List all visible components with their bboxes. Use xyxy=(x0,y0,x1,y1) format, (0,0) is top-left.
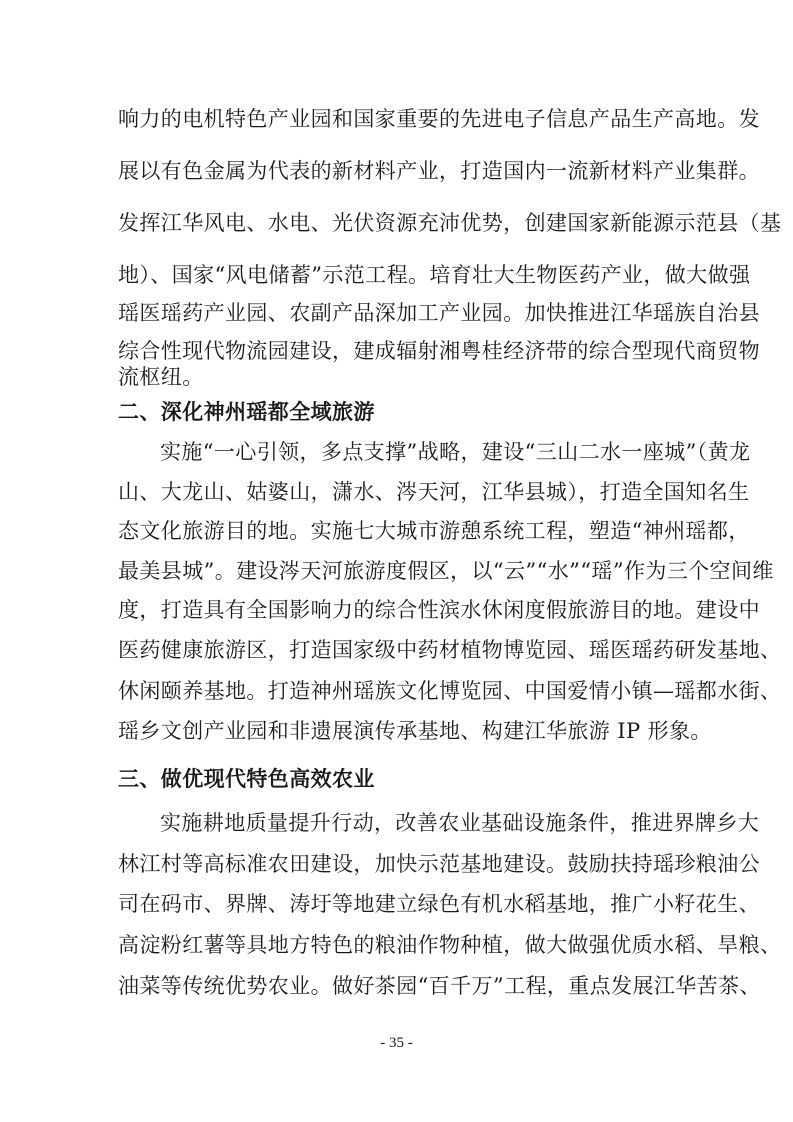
page-number: - 35 - xyxy=(380,1035,413,1051)
paragraph-line: 瑶乡文创产业园和非遗展演传承基地、构建江华旅游 IP 形象。 xyxy=(118,719,712,743)
paragraph-line: 发挥江华风电、水电、光伏资源充沛优势，创建国家新能源示范县（基 xyxy=(118,211,782,235)
paragraph-line: 综合性现代物流园建设，建成辐射湘粤桂经济带的综合型现代商贸物 xyxy=(118,339,760,363)
paragraph-line: 流枢纽。 xyxy=(118,365,204,389)
paragraph-line: 实施耕地质量提升行动，改善农业基础设施条件，推进界牌乡大 xyxy=(160,811,760,835)
section-heading: 三、做优现代特色高效农业 xyxy=(118,767,375,791)
paragraph-line: 山、大龙山、姑婆山，潇水、涔天河，江华县城），打造全国知名生 xyxy=(118,480,750,504)
paragraph-line: 地）、国家“风电储蓄”示范工程。培育壮大生物医药产业，做大做强 xyxy=(118,263,751,287)
paragraph-line: 瑶医瑶药产业园、农副产品深加工产业园。加快推进江华瑶族自治县 xyxy=(118,301,760,325)
paragraph-line: 响力的电机特色产业园和国家重要的先进电子信息产品生产高地。发 xyxy=(118,107,760,131)
paragraph-line: 实施“一心引领，多点支撑”战略，建设“三山二水一座城”（黄龙 xyxy=(160,440,751,464)
paragraph-line: 休闲颐养基地。打造神州瑶族文化博览园、中国爱情小镇—瑶都水街、 xyxy=(118,679,782,703)
paragraph-line: 高淀粉红薯等具地方特色的粮油作物种植，做大做强优质水稻、旱粮、 xyxy=(118,933,782,957)
paragraph-line: 展以有色金属为代表的新材料产业，打造国内一流新材料产业集群。 xyxy=(118,159,760,183)
paragraph-line: 度，打造具有全国影响力的综合性滨水休闲度假旅游目的地。建设中 xyxy=(118,598,760,622)
paragraph-line: 油菜等传统优势农业。做好茶园“百千万”工程，重点发展江华苦茶、 xyxy=(118,974,761,998)
paragraph-line: 态文化旅游目的地。实施七大城市游憩系统工程，塑造“神州瑶都， xyxy=(118,519,750,543)
section-heading: 二、深化神州瑶都全域旅游 xyxy=(118,400,375,424)
paragraph-line: 司在码市、界牌、涛圩等地建立绿色有机水稻基地，推广小籽花生、 xyxy=(118,892,760,916)
paragraph-line: 最美县城”。建设涔天河旅游度假区，以“云”“水”“瑶”作为三个空间维 xyxy=(118,559,774,583)
paragraph-line: 医药健康旅游区，打造国家级中药材植物博览园、瑶医瑶药研发基地、 xyxy=(118,638,782,662)
paragraph-line: 林江村等高标准农田建设，加快示范基地建设。鼓励扶持瑶珍粮油公 xyxy=(118,852,760,876)
